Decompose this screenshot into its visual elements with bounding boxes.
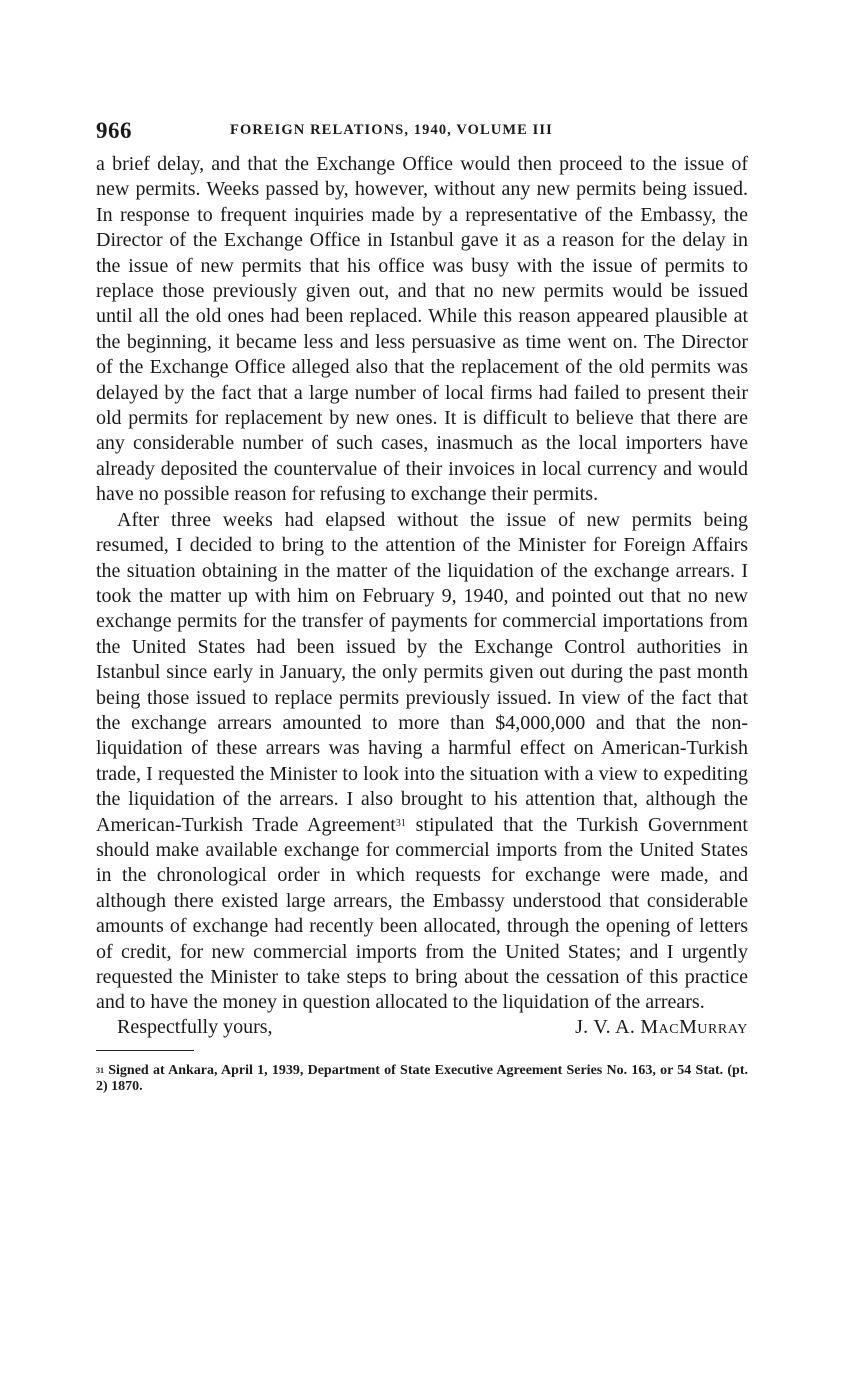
signature-capital: M xyxy=(679,1015,698,1038)
signature-smallcaps: AC xyxy=(658,1021,680,1037)
signature xyxy=(575,1016,748,1039)
running-title: FOREIGN RELATIONS, 1940, VOLUME III xyxy=(230,122,553,138)
paragraph xyxy=(96,508,748,1016)
signature-initials: J. V. A. M xyxy=(575,1015,659,1038)
complimentary-close: Respectfully yours, xyxy=(117,1015,273,1038)
footnote xyxy=(96,1063,748,1095)
paragraph: a brief delay, and that the Exchange Office would then proceed to the issue of new permits. Weeks passed by, however, without any new permits being issued. In response to frequent inquiries made by a representative of the Embassy, the Director of the Exchange Office in Istanbul gave it as a reason for the delay in the issue of new permits that his office was busy with the issue of permits to replace those previously given out, and that no new permits would be issued until all the old ones had been replaced. While this reason appeared plausible at the beginning, it became less and less persuasive as time went on. The Director of the Exchange Office alleged also that the replacement of the old permits was delayed by the fact that a large number of local firms had failed to present their old permits for replacement by new ones. It is difficult to believe that there are any considerable number of such cases, inasmuch as the local importers have already deposited the countervalue of their invoices in local currency and would have no possible reason for refusing to exchange their permits. xyxy=(96,153,748,506)
paragraph-text: After three weeks had elapsed without the issue of new permits being resumed, I decided to bring to the attention of the Minister for Foreign Affairs the situation obtaining in the matter of the liquidation of the exchange arrears. I took the matter up with him on February 9, 1940, and pointed out that no new exchange permits for the transfer of payments for commercial importations from the United States had been issued by the Exchange Control authorities in Istanbul since early in January, the only permits given out during the past month being those issued to replace permits previously issued. In view of the fact that the exchange arrears amounted to more than $4,000,000 and that the non-liquidation of these arrears was having a harmful effect on American-Turkish trade, I requested the Minister to look into the situation with a view to expediting the liquidation of the arrears. I also brought to his attention that, although the American-Turkish Trade Agreement xyxy=(96,508,748,836)
footnote-text: Signed at Ankara, April 1, 1939, Department of State Executive Agreement Series No. 163, or 54 Stat. (pt. 2) 1870. xyxy=(96,1062,748,1094)
signature-smallcaps: URRAY xyxy=(697,1021,748,1037)
running-head xyxy=(96,118,748,152)
page-number: 966 xyxy=(96,118,132,143)
footnote-divider xyxy=(96,1050,194,1051)
paragraph-text: stipulated that the Turkish Government should make available exchange for commercial imports from the United States in the chronological order in which requests for exchange were made, and although there existed large arrears, the Embassy understood that considerable amounts of exchange had recently been allocated, through the opening of letters of credit, for new commercial imports from the United States; and I urgently requested the Minister to take steps to bring about the cessation of this practice and to have the money in question allocated to the liquidation of the arrears. xyxy=(96,813,748,1014)
body-text xyxy=(96,152,748,1016)
document-page xyxy=(96,118,748,1095)
letter-closing xyxy=(96,1016,748,1042)
footnote-reference: 31 xyxy=(395,817,406,829)
footnote-mark: 31 xyxy=(96,1065,104,1075)
